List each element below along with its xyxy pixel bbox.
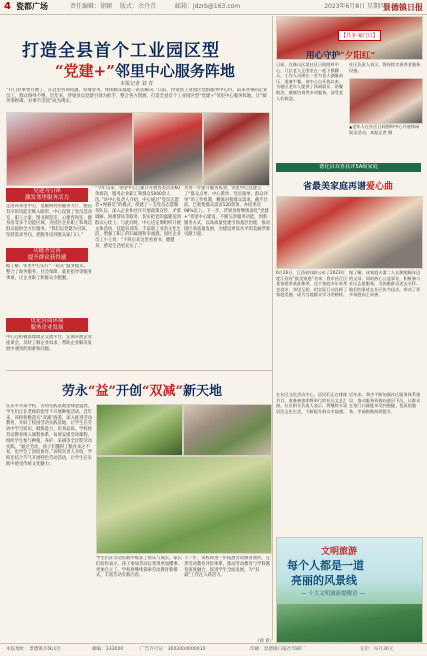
bottom-text-1: 在乐平市某学校，劳动实践基地里绿意盎然，学生们正在老师的指导下开展种植活动。近年来，该校积极落实“双减”政策，深入推进劳动教育，开辟了校园劳动实践基地，让学生在劳动中学习知识、锻炼能力、培养品质。学校将劳动教育纳入课程体系，每周安排劳动课程，组织学生参与种植、养护、采摘等全过程劳动实践。“通过劳动，孩子们懂得了粮食来之不易，也学会了团结协作。”该校负责人介绍，学校还结合节气开展特色劳动活动，让学生在实践中感受传统文化魅力。 bbox=[6, 404, 93, 467]
column-divider bbox=[272, 16, 273, 640]
column-b-text: “今年以来，邻里中心已累计开展各类活动60余场次，服务企业职工和群众5000余人次。”该中心负责人介绍，中心通过“党员志愿者+网格员”的模式，组建了一支党员志愿服务队伍，深入企业和社区开展政策宣传、矛盾调解、困难帮扶等服务，切实把党的温暖送到群众心坎上。与此同时，中心还定期组织开展文体活动、技能培训等，丰富职工业余文化生活，增强了职工的归属感和幸福感。园区企业员工小王说：“下班后来这里看看书、健健身，感觉生活更充实了。” bbox=[95, 186, 181, 249]
ad-line-1: 文明旅游 bbox=[321, 547, 358, 557]
right-mid-headline-text: 省最美家庭再谱 bbox=[303, 182, 367, 192]
page-number: 4 bbox=[4, 1, 11, 12]
right-headline bbox=[306, 49, 375, 61]
right-mid-photo bbox=[276, 196, 423, 269]
civilized-tourism-ad bbox=[276, 537, 423, 643]
right-top-photo-2 bbox=[349, 78, 423, 124]
section-name: 瓷都广场 bbox=[16, 2, 48, 11]
byline: 本报记者 刘 青 bbox=[120, 81, 154, 87]
column-a2-text: 据了解，邻里中心实行“一站式”服务模式，整合了政务服务、社会保障、就业指导等服务事项，让企业职工和群众少跑腿。 bbox=[6, 264, 92, 281]
right-mid-headline-emphasis: 爱心曲 bbox=[366, 182, 394, 192]
main-headline-line1: 打造全县首个工业园区型 bbox=[22, 41, 220, 61]
newspaper-logo: 景德镇日报 bbox=[383, 2, 423, 12]
lead-paragraph: “开门办事更方便了，在这里咨询问题、办理业务、休闲娱乐都能一站式解决。”日前，浮梁县工业园区党群服务中心内，前来办事的企业员工、群众络绎不绝。近年来，浮梁县以党建引领为抓手，整合各方资源，打造全县首个工业园区型“党建+”邻里中心服务阵地，让“服务零距离、办事不出园”成为现实。 bbox=[6, 88, 268, 105]
right-headline-emphasis: “夕阳红” bbox=[340, 51, 376, 61]
bottom-headline-a: 劳永 bbox=[62, 384, 89, 399]
right-bottom-col-1: 在社区文化活动中心，居民们正在排练节目，准备参加即将举行的社区文艺汇演。社区相关负责人表示，将继续丰富居民文化生活，不断提升群众幸福感。 bbox=[276, 392, 348, 414]
right-bottom-col-2: 近年来，我市不断加强社区服务体系建设，推动服务资源向基层下沉，让群众在家门口就能享受到便捷、优质的服务，幸福指数持续提升。 bbox=[349, 392, 421, 414]
right-mid-bar: 德化县双喜获评5A级家庭 bbox=[276, 163, 421, 172]
page-header bbox=[0, 0, 427, 15]
designer-credit: 版式：余丹青 bbox=[120, 3, 157, 10]
bottom-end-credit: （刘 青） bbox=[255, 639, 274, 644]
right-mid-headline bbox=[303, 179, 393, 192]
right-mid-col-2: 据了解，该家庭夫妻二人长期照顾年迈的父母，同时热心公益事业，积极参与社区志愿服务，为困难群众送去关怀。他们的事迹在社区传为佳话，带动了更多家庭向上向善。 bbox=[349, 270, 421, 298]
footer-postcode: 邮编：333000 bbox=[92, 647, 124, 652]
column-a3-text: 中心还积极搭建政企交流平台，定期开展企业座谈会，及时了解企业诉求，帮助企业解决发展中遇到的困难和问题。 bbox=[6, 335, 92, 352]
page-footer bbox=[0, 643, 427, 656]
bottom-headline-em1: “益” bbox=[88, 384, 116, 399]
bottom-text-2: 学生们在劳动实践中收获了快乐与成长。家长们纷纷表示，孩子参加劳动后变得更加懂事、更加自立了。学校将继续探索劳动教育新模式，丰富劳动实践内容。 bbox=[96, 556, 182, 579]
photo-caption: ▲老年人在社区日间照料中心开展休闲娱乐活动。本报记者 摄 bbox=[349, 124, 420, 135]
main-photo-right bbox=[203, 112, 270, 186]
email: 邮箱：jdzrb@163.com bbox=[175, 3, 241, 10]
bottom-headline-c: 新天地 bbox=[182, 384, 222, 399]
headline-emphasis: “党建+” bbox=[55, 62, 115, 80]
right-headline-text: 用心守护 bbox=[306, 51, 341, 61]
main-photo-middle bbox=[133, 112, 203, 186]
right-top-text-2: 社区负责人表示，将持续完善养老服务设施。 bbox=[349, 62, 421, 73]
bottom-photo-3 bbox=[96, 456, 272, 554]
bottom-headline bbox=[62, 380, 222, 399]
main-photo-left bbox=[6, 112, 133, 186]
footer-printer: 印刷：景德镇日报社印刷厂 bbox=[250, 647, 306, 652]
right-top-text: 日前，在珠山区某社区日间照料中心，几位老人正围坐在一起下棋聊天，工作人员则在一旁为老人测量血压、准备午餐。该中心自开放以来，为辖区老年人提供了休闲娱乐、助餐助浴、健康咨询等多项服务，深受老人们欢迎。 bbox=[276, 62, 344, 101]
ad-landscape bbox=[277, 604, 422, 642]
subhead-2: 功能齐完善 提升群众获得感 bbox=[6, 248, 88, 262]
footer-address: 本报地址：景德镇市珠山区 bbox=[6, 647, 62, 652]
footer-price: 定价：每月36元 bbox=[360, 647, 394, 652]
issue-date: 2023年6月8日 星期四 bbox=[324, 3, 385, 10]
subhead-3: 优化营商环境 服务企业发展 bbox=[6, 318, 88, 332]
subhead-1: 党建为引领 激发邻里服务活力 bbox=[6, 188, 88, 202]
headline-rest: 邻里中心服务阵地 bbox=[114, 62, 235, 80]
bottom-headline-em2: “双减” bbox=[142, 384, 183, 399]
ad-line-3: 亮丽的风景线 bbox=[291, 574, 357, 587]
footer-license: 广告许可证：3602004000010 bbox=[140, 647, 206, 652]
editor-credit: 责任编辑：徐颖 bbox=[70, 3, 113, 10]
ad-line-4: — 十大文明旅游提醒语 — bbox=[301, 591, 365, 597]
bottom-text-3: 下一步，该校将进一步拓展劳动教育场所，完善劳动教育评价体系，推动劳动教育与学科教育深度融合，促进学生全面发展，为“双减”工作注入新活力。 bbox=[184, 556, 270, 579]
column-c-text: 为进一步提升服务质效，邻里中心还建立了“群众点单、中心派单、党员接单、群众评单”的工作机制，精准对接群众需求。截至目前，已收集群众需求120余条，办结率达98%以上。下一步，浮梁县将继续深化“党建+”邻里中心建设，不断完善服务功能，创新服务方式，以高质量党建引领基层治理，推动园区高质量发展，为建设更高水平的美丽浮梁贡献力量。 bbox=[184, 186, 270, 238]
main-headline-line2 bbox=[55, 60, 235, 81]
column-a-text: 走进该邻里中心，宽敞明亮的服务大厅、整洁有序的功能室映入眼帘。中心设置了党员活动室、职工之家、图书阅览室、心理咨询室、健身房等多个功能区域，为园区企业职工和周边群众提供全方位服务。“我们以党建为引领，坚持需求导向，把服务送到群众家门口。” bbox=[6, 204, 92, 238]
ad-line-2: 每个人都是一道 bbox=[287, 559, 364, 572]
right-mid-col-1: 6月26日，江西省妇联公布了2023年度江西省“最美家庭”名单，我市昌江区某家庭荣获此殊荣。这个家庭多年来孝老爱亲、邻里互助，用实际行动诠释了家庭美德，成为当地群众学习的榜样。 bbox=[276, 270, 348, 298]
bottom-photo-1 bbox=[96, 404, 183, 456]
bottom-headline-b: 开创 bbox=[115, 384, 142, 399]
story-divider bbox=[6, 370, 272, 371]
bottom-photo-2 bbox=[183, 404, 272, 456]
right-kicker: 【共享·家门口】 bbox=[338, 30, 381, 41]
